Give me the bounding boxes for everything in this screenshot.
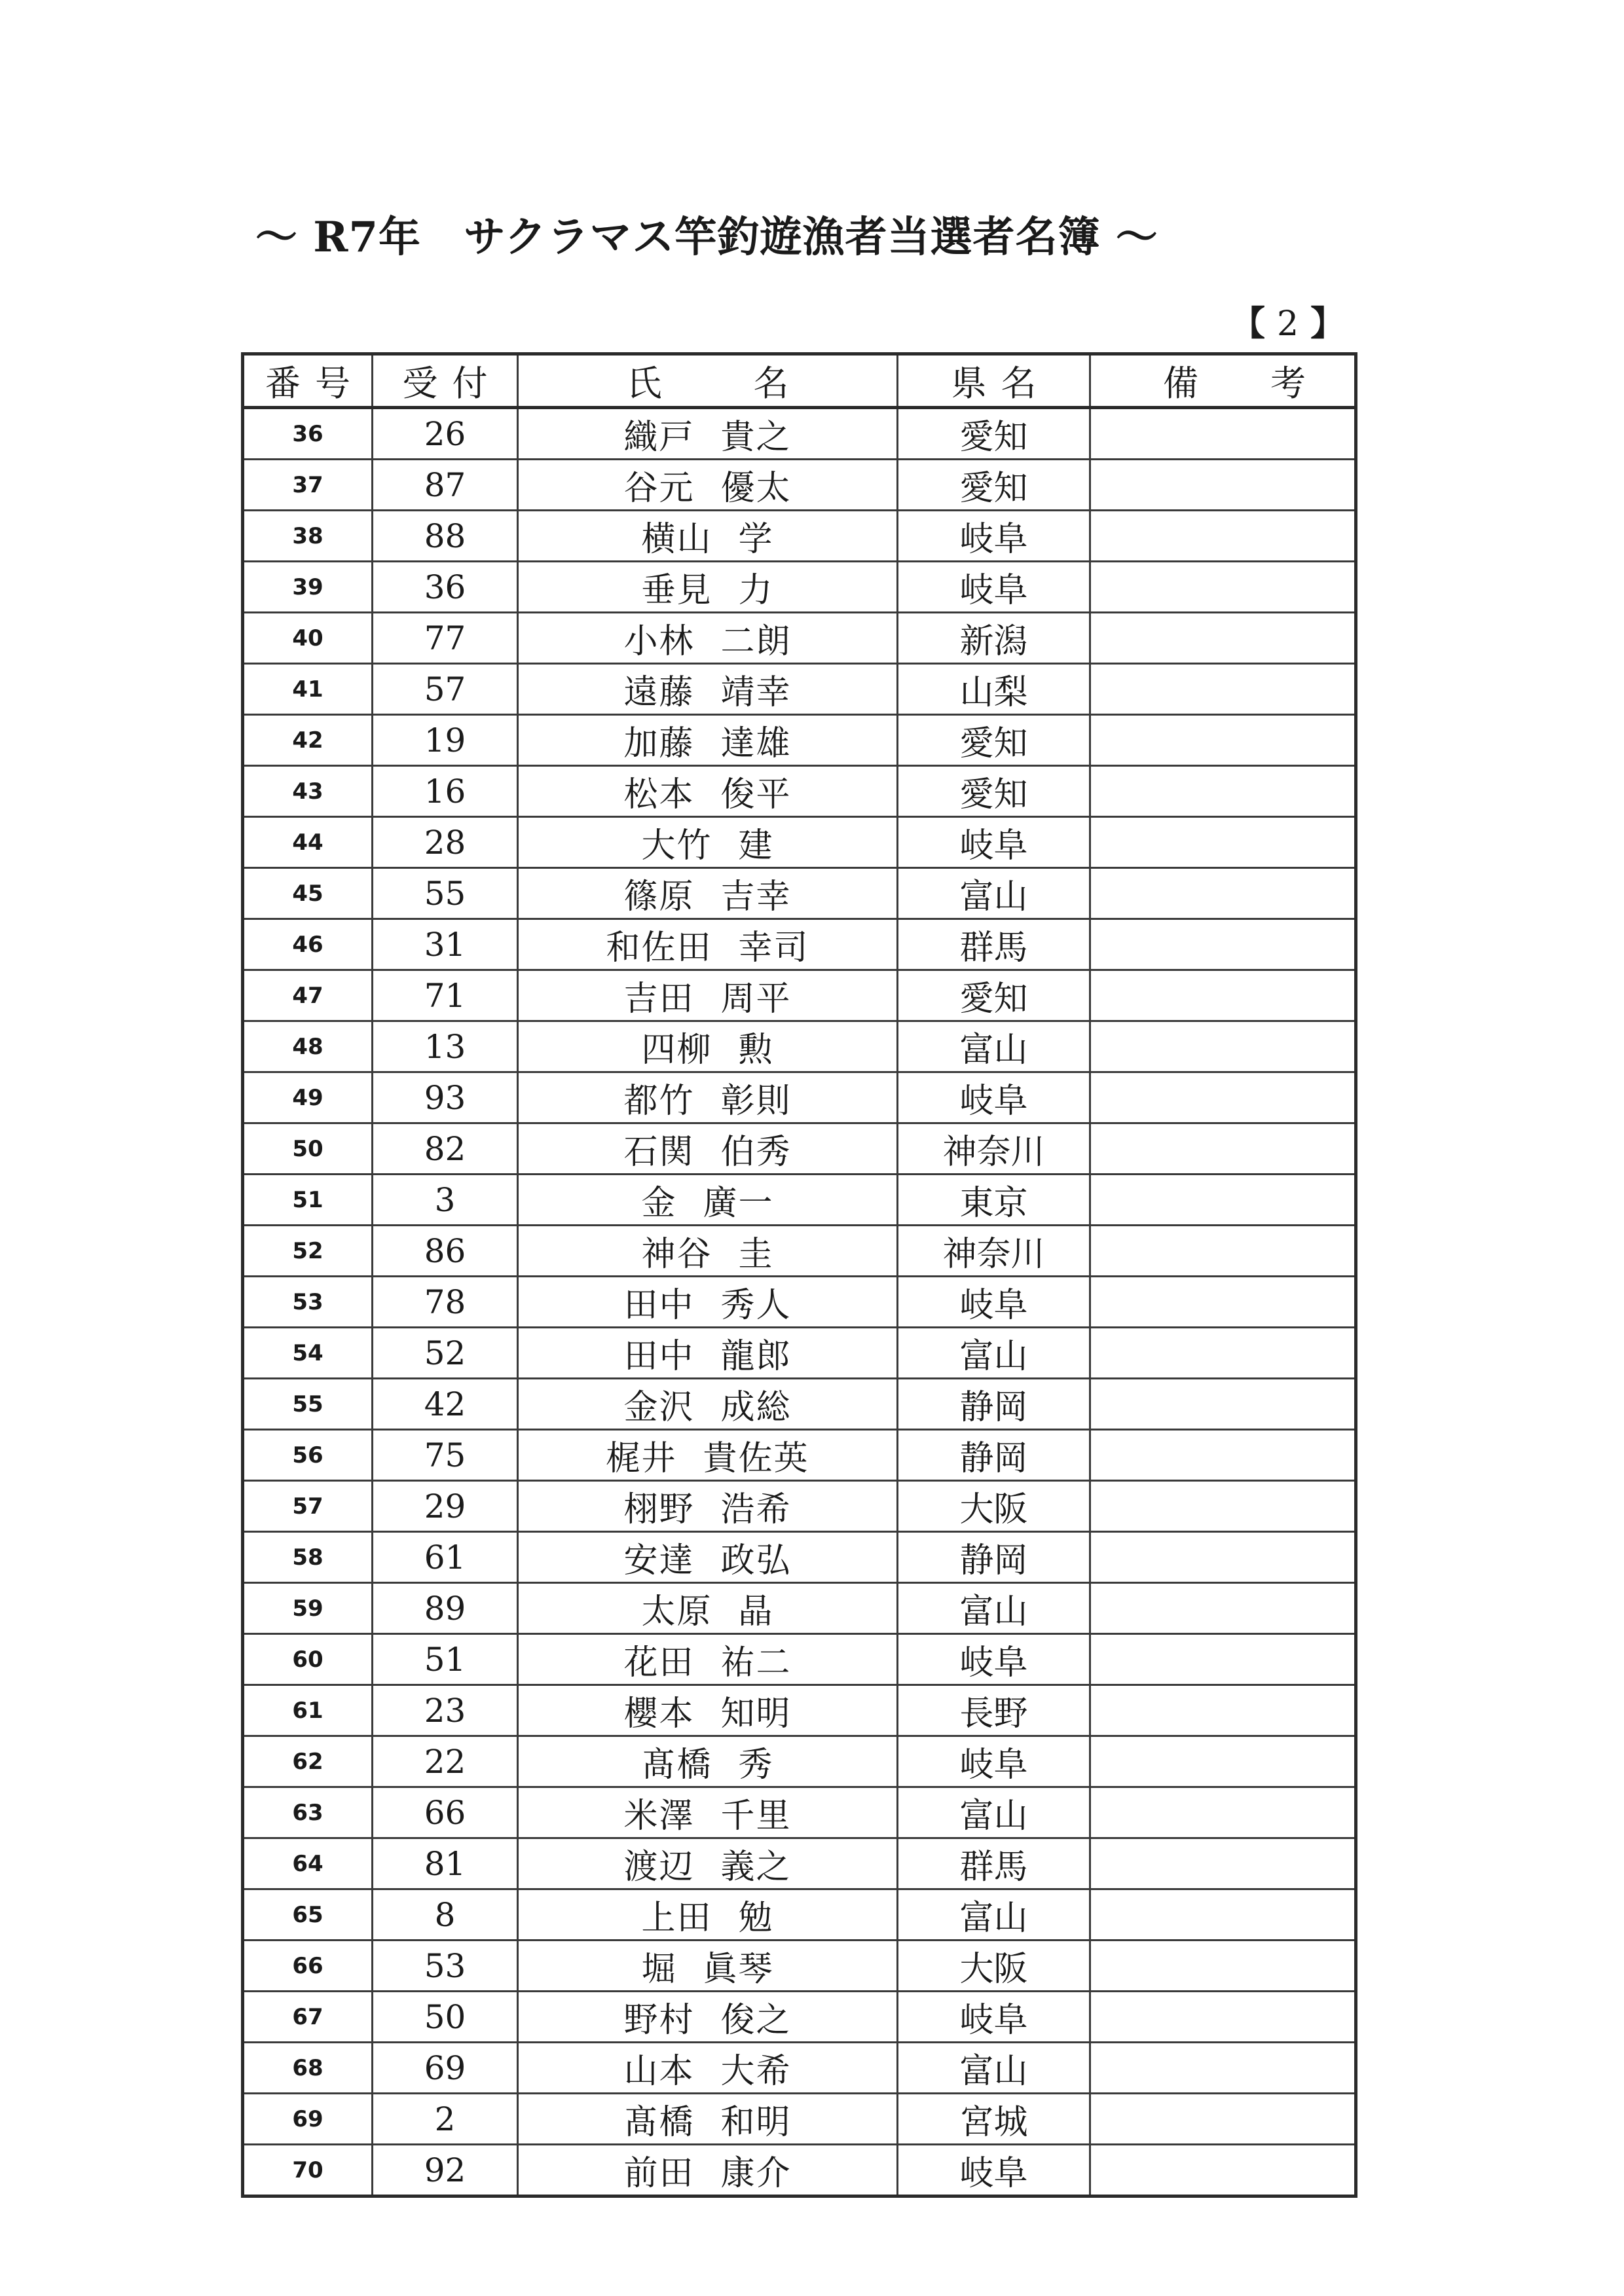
prefecture-cell: 愛知 — [898, 970, 1090, 1021]
family-name: 金 — [641, 1184, 677, 1223]
family-name: 山本 — [623, 2052, 695, 2091]
name-cell — [518, 2145, 898, 2196]
row-number-cell: 63 — [243, 1787, 373, 1838]
table-row — [243, 460, 1356, 511]
prefecture-cell: 富山 — [898, 1021, 1090, 1072]
remarks-cell — [1090, 562, 1356, 613]
row-number-cell: 57 — [243, 1481, 373, 1532]
name-cell — [518, 1941, 898, 1992]
given-name: 秀人 — [720, 1286, 792, 1325]
remarks-cell — [1090, 1481, 1356, 1532]
name-cell — [518, 1277, 898, 1328]
receipt-number-cell: 75 — [373, 1430, 518, 1481]
row-number-cell: 54 — [243, 1328, 373, 1379]
receipt-number-cell: 3 — [373, 1175, 518, 1226]
row-number-cell: 36 — [243, 408, 373, 460]
family-name: 小林 — [623, 622, 695, 661]
prefecture-cell: 岐阜 — [898, 1634, 1090, 1685]
row-number-cell: 58 — [243, 1532, 373, 1583]
prefecture-cell: 岐阜 — [898, 562, 1090, 613]
receipt-number-cell: 69 — [373, 2043, 518, 2094]
remarks-cell — [1090, 2145, 1356, 2196]
table-row — [243, 511, 1356, 562]
table-row — [243, 613, 1356, 664]
remarks-cell — [1090, 1379, 1356, 1430]
receipt-number-cell: 82 — [373, 1123, 518, 1175]
name-cell — [518, 562, 898, 613]
receipt-number-cell: 50 — [373, 1992, 518, 2043]
prefecture-cell: 静岡 — [898, 1430, 1090, 1481]
receipt-number-cell: 19 — [373, 715, 518, 766]
receipt-number-cell: 29 — [373, 1481, 518, 1532]
prefecture-cell: 大阪 — [898, 1941, 1090, 1992]
receipt-number-cell: 88 — [373, 511, 518, 562]
table-row — [243, 1532, 1356, 1583]
prefecture-cell: 富山 — [898, 1328, 1090, 1379]
header-prefecture: 県名 — [898, 354, 1090, 408]
prefecture-cell: 富山 — [898, 1889, 1090, 1941]
table-row — [243, 919, 1356, 970]
given-name: 貴佐英 — [703, 1439, 809, 1478]
receipt-number-cell: 22 — [373, 1736, 518, 1787]
row-number-cell: 70 — [243, 2145, 373, 2196]
prefecture-cell: 静岡 — [898, 1532, 1090, 1583]
remarks-cell — [1090, 1277, 1356, 1328]
name-cell — [518, 868, 898, 919]
receipt-number-cell: 31 — [373, 919, 518, 970]
receipt-number-cell: 89 — [373, 1583, 518, 1634]
given-name: 祐二 — [720, 1643, 792, 1683]
name-cell — [518, 1787, 898, 1838]
given-name: 義之 — [720, 1848, 792, 1887]
name-cell — [518, 970, 898, 1021]
family-name: 金沢 — [623, 1388, 695, 1427]
row-number-cell: 41 — [243, 664, 373, 715]
prefecture-cell: 岐阜 — [898, 511, 1090, 562]
prefecture-cell: 新潟 — [898, 613, 1090, 664]
remarks-cell — [1090, 1941, 1356, 1992]
receipt-number-cell: 61 — [373, 1532, 518, 1583]
row-number-cell: 39 — [243, 562, 373, 613]
name-cell — [518, 511, 898, 562]
family-name: 松本 — [623, 775, 695, 814]
family-name: 加藤 — [623, 724, 695, 763]
remarks-cell — [1090, 1787, 1356, 1838]
family-name: 織戸 — [623, 418, 695, 457]
family-name: 櫻本 — [623, 1694, 695, 1734]
table-row — [243, 1072, 1356, 1123]
given-name: 康介 — [720, 2154, 792, 2193]
prefecture-cell: 愛知 — [898, 460, 1090, 511]
table-row — [243, 1992, 1356, 2043]
prefecture-cell: 富山 — [898, 1583, 1090, 1634]
given-name: 勲 — [738, 1030, 774, 1070]
remarks-cell — [1090, 1838, 1356, 1889]
family-name: 髙橋 — [623, 2103, 695, 2142]
receipt-number-cell: 57 — [373, 664, 518, 715]
family-name: 野村 — [623, 2001, 695, 2040]
given-name: 俊平 — [720, 775, 792, 814]
receipt-number-cell: 2 — [373, 2094, 518, 2145]
row-number-cell: 56 — [243, 1430, 373, 1481]
table-row — [243, 1634, 1356, 1685]
given-name: 晶 — [738, 1592, 774, 1631]
family-name: 渡辺 — [623, 1848, 695, 1887]
remarks-cell — [1090, 1992, 1356, 2043]
name-cell — [518, 1736, 898, 1787]
family-name: 米澤 — [623, 1796, 695, 1836]
remarks-cell — [1090, 970, 1356, 1021]
row-number-cell: 42 — [243, 715, 373, 766]
remarks-cell — [1090, 1021, 1356, 1072]
family-name: 梶井 — [606, 1439, 677, 1478]
given-name: 龍郎 — [720, 1337, 792, 1376]
given-name: 廣一 — [703, 1184, 774, 1223]
prefecture-cell: 愛知 — [898, 715, 1090, 766]
remarks-cell — [1090, 1123, 1356, 1175]
receipt-number-cell: 8 — [373, 1889, 518, 1941]
row-number-cell: 65 — [243, 1889, 373, 1941]
page-number-marker — [1231, 301, 1349, 347]
table-row — [243, 1328, 1356, 1379]
prefecture-cell: 富山 — [898, 868, 1090, 919]
table-row — [243, 2094, 1356, 2145]
given-name: 学 — [738, 520, 774, 559]
header-number: 番号 — [243, 354, 373, 408]
row-number-cell: 43 — [243, 766, 373, 817]
row-number-cell: 46 — [243, 919, 373, 970]
remarks-cell — [1090, 1328, 1356, 1379]
prefecture-cell: 岐阜 — [898, 817, 1090, 868]
family-name: 篠原 — [623, 877, 695, 917]
table-row — [243, 766, 1356, 817]
receipt-number-cell: 78 — [373, 1277, 518, 1328]
given-name: 彰則 — [720, 1082, 792, 1121]
prefecture-cell: 岐阜 — [898, 1992, 1090, 2043]
receipt-number-cell: 52 — [373, 1328, 518, 1379]
receipt-number-cell: 66 — [373, 1787, 518, 1838]
name-cell — [518, 919, 898, 970]
row-number-cell: 55 — [243, 1379, 373, 1430]
prefecture-cell: 群馬 — [898, 919, 1090, 970]
table-row — [243, 1838, 1356, 1889]
header-receipt: 受付 — [373, 354, 518, 408]
name-cell — [518, 1992, 898, 2043]
prefecture-cell: 富山 — [898, 2043, 1090, 2094]
row-number-cell: 62 — [243, 1736, 373, 1787]
page-number: 2 — [1277, 304, 1299, 344]
prefecture-cell: 神奈川 — [898, 1123, 1090, 1175]
family-name: 田中 — [623, 1337, 695, 1376]
table-row — [243, 1889, 1356, 1941]
row-number-cell: 67 — [243, 1992, 373, 2043]
family-name: 安達 — [623, 1541, 695, 1580]
given-name: 伯秀 — [720, 1133, 792, 1172]
table-row — [243, 1583, 1356, 1634]
name-cell — [518, 1430, 898, 1481]
given-name: 達雄 — [720, 724, 792, 763]
receipt-number-cell: 23 — [373, 1685, 518, 1736]
receipt-number-cell: 86 — [373, 1226, 518, 1277]
given-name: 大希 — [720, 2052, 792, 2091]
name-cell — [518, 1532, 898, 1583]
prefecture-cell: 岐阜 — [898, 1277, 1090, 1328]
name-cell — [518, 1685, 898, 1736]
table-row — [243, 2145, 1356, 2196]
row-number-cell: 52 — [243, 1226, 373, 1277]
given-name: 政弘 — [720, 1541, 792, 1580]
receipt-number-cell: 51 — [373, 1634, 518, 1685]
header-name: 氏名 — [518, 354, 898, 408]
name-cell — [518, 460, 898, 511]
page-marker-close-bracket: 】 — [1310, 304, 1345, 344]
given-name: 浩希 — [720, 1490, 792, 1529]
row-number-cell: 64 — [243, 1838, 373, 1889]
prefecture-cell: 大阪 — [898, 1481, 1090, 1532]
prefecture-cell: 群馬 — [898, 1838, 1090, 1889]
given-name: 勉 — [738, 1899, 774, 1938]
name-cell — [518, 1889, 898, 1941]
family-name: 堀 — [641, 1950, 677, 1989]
remarks-cell — [1090, 2043, 1356, 2094]
remarks-cell — [1090, 1430, 1356, 1481]
family-name: 遠藤 — [623, 673, 695, 712]
row-number-cell: 50 — [243, 1123, 373, 1175]
name-cell — [518, 1123, 898, 1175]
row-number-cell: 68 — [243, 2043, 373, 2094]
prefecture-cell: 岐阜 — [898, 1072, 1090, 1123]
row-number-cell: 59 — [243, 1583, 373, 1634]
table-row — [243, 664, 1356, 715]
prefecture-cell: 東京 — [898, 1175, 1090, 1226]
family-name: 田中 — [623, 1286, 695, 1325]
name-cell — [518, 1021, 898, 1072]
remarks-cell — [1090, 408, 1356, 460]
receipt-number-cell: 87 — [373, 460, 518, 511]
remarks-cell — [1090, 868, 1356, 919]
name-cell — [518, 1838, 898, 1889]
family-name: 和佐田 — [606, 928, 712, 968]
table-row — [243, 1685, 1356, 1736]
name-cell — [518, 1226, 898, 1277]
name-cell — [518, 1583, 898, 1634]
remarks-cell — [1090, 1736, 1356, 1787]
prefecture-cell: 岐阜 — [898, 2145, 1090, 2196]
family-name: 上田 — [641, 1899, 712, 1938]
winners-roster-table — [241, 352, 1378, 2198]
given-name: 眞琴 — [703, 1950, 774, 1989]
prefecture-cell: 愛知 — [898, 408, 1090, 460]
receipt-number-cell: 16 — [373, 766, 518, 817]
table-header-row — [243, 354, 1356, 408]
family-name: 石関 — [623, 1133, 695, 1172]
table-row — [243, 1736, 1356, 1787]
table-row — [243, 408, 1356, 460]
remarks-cell — [1090, 1583, 1356, 1634]
given-name: 和明 — [720, 2103, 792, 2142]
name-cell — [518, 1634, 898, 1685]
row-number-cell: 45 — [243, 868, 373, 919]
table-row — [243, 868, 1356, 919]
given-name: 知明 — [720, 1694, 792, 1734]
remarks-cell — [1090, 715, 1356, 766]
receipt-number-cell: 93 — [373, 1072, 518, 1123]
header-remarks: 備考 — [1090, 354, 1356, 408]
receipt-number-cell: 53 — [373, 1941, 518, 1992]
receipt-number-cell: 81 — [373, 1838, 518, 1889]
table-row — [243, 1277, 1356, 1328]
family-name: 髙橋 — [641, 1745, 712, 1785]
table-row — [243, 1123, 1356, 1175]
given-name: 貴之 — [720, 418, 792, 457]
family-name: 谷元 — [623, 469, 695, 508]
name-cell — [518, 1481, 898, 1532]
receipt-number-cell: 28 — [373, 817, 518, 868]
page-marker-open-bracket: 【 — [1231, 304, 1266, 344]
name-cell — [518, 664, 898, 715]
name-cell — [518, 715, 898, 766]
table-row — [243, 1941, 1356, 1992]
remarks-cell — [1090, 919, 1356, 970]
family-name: 四柳 — [641, 1030, 712, 1070]
receipt-number-cell: 92 — [373, 2145, 518, 2196]
row-number-cell: 69 — [243, 2094, 373, 2145]
remarks-cell — [1090, 1532, 1356, 1583]
family-name: 横山 — [641, 520, 712, 559]
table-row — [243, 1021, 1356, 1072]
given-name: 圭 — [738, 1235, 774, 1274]
row-number-cell: 49 — [243, 1072, 373, 1123]
row-number-cell: 53 — [243, 1277, 373, 1328]
remarks-cell — [1090, 1685, 1356, 1736]
table-row — [243, 1379, 1356, 1430]
receipt-number-cell: 42 — [373, 1379, 518, 1430]
row-number-cell: 61 — [243, 1685, 373, 1736]
row-number-cell: 44 — [243, 817, 373, 868]
remarks-cell — [1090, 766, 1356, 817]
given-name: 秀 — [738, 1745, 774, 1785]
receipt-number-cell: 26 — [373, 408, 518, 460]
receipt-number-cell: 77 — [373, 613, 518, 664]
remarks-cell — [1090, 1175, 1356, 1226]
receipt-number-cell: 36 — [373, 562, 518, 613]
family-name: 前田 — [623, 2154, 695, 2193]
prefecture-cell: 山梨 — [898, 664, 1090, 715]
table-row — [243, 715, 1356, 766]
given-name: 優太 — [720, 469, 792, 508]
name-cell — [518, 2094, 898, 2145]
name-cell — [518, 613, 898, 664]
prefecture-cell: 富山 — [898, 1787, 1090, 1838]
remarks-cell — [1090, 1634, 1356, 1685]
row-number-cell: 48 — [243, 1021, 373, 1072]
prefecture-cell: 長野 — [898, 1685, 1090, 1736]
remarks-cell — [1090, 460, 1356, 511]
table-row — [243, 1430, 1356, 1481]
remarks-cell — [1090, 664, 1356, 715]
remarks-cell — [1090, 511, 1356, 562]
remarks-cell — [1090, 817, 1356, 868]
name-cell — [518, 817, 898, 868]
family-name: 栩野 — [623, 1490, 695, 1529]
table-row — [243, 2043, 1356, 2094]
name-cell — [518, 408, 898, 460]
table-row — [243, 1787, 1356, 1838]
name-cell — [518, 2043, 898, 2094]
given-name: 千里 — [720, 1796, 792, 1836]
table-row — [243, 817, 1356, 868]
prefecture-cell: 岐阜 — [898, 1736, 1090, 1787]
table-row — [243, 970, 1356, 1021]
given-name: 吉幸 — [720, 877, 792, 917]
row-number-cell: 47 — [243, 970, 373, 1021]
given-name: 俊之 — [720, 2001, 792, 2040]
remarks-cell — [1090, 613, 1356, 664]
family-name: 垂見 — [641, 571, 712, 610]
family-name: 都竹 — [623, 1082, 695, 1121]
remarks-cell — [1090, 1226, 1356, 1277]
receipt-number-cell: 55 — [373, 868, 518, 919]
table-row — [243, 1175, 1356, 1226]
family-name: 大竹 — [641, 826, 712, 866]
given-name: 建 — [738, 826, 774, 866]
prefecture-cell: 愛知 — [898, 766, 1090, 817]
name-cell — [518, 1379, 898, 1430]
given-name: 二朗 — [720, 622, 792, 661]
remarks-cell — [1090, 1889, 1356, 1941]
remarks-cell — [1090, 1072, 1356, 1123]
given-name: 力 — [738, 571, 774, 610]
family-name: 花田 — [623, 1643, 695, 1683]
given-name: 周平 — [720, 979, 792, 1019]
prefecture-cell: 宮城 — [898, 2094, 1090, 2145]
row-number-cell: 40 — [243, 613, 373, 664]
page-title: ～ R7年 サクラマス竿釣遊漁者当選者名簿 ～ — [255, 213, 1158, 262]
remarks-cell — [1090, 2094, 1356, 2145]
table-row — [243, 1481, 1356, 1532]
row-number-cell: 37 — [243, 460, 373, 511]
table-row — [243, 562, 1356, 613]
table-body — [243, 408, 1356, 2196]
row-number-cell: 51 — [243, 1175, 373, 1226]
table-row — [243, 1226, 1356, 1277]
name-cell — [518, 766, 898, 817]
family-name: 神谷 — [641, 1235, 712, 1274]
prefecture-cell: 神奈川 — [898, 1226, 1090, 1277]
family-name: 吉田 — [623, 979, 695, 1019]
family-name: 太原 — [641, 1592, 712, 1631]
row-number-cell: 66 — [243, 1941, 373, 1992]
row-number-cell: 60 — [243, 1634, 373, 1685]
given-name: 幸司 — [738, 928, 809, 968]
row-number-cell: 38 — [243, 511, 373, 562]
name-cell — [518, 1328, 898, 1379]
name-cell — [518, 1175, 898, 1226]
name-cell — [518, 1072, 898, 1123]
receipt-number-cell: 71 — [373, 970, 518, 1021]
prefecture-cell: 静岡 — [898, 1379, 1090, 1430]
receipt-number-cell: 13 — [373, 1021, 518, 1072]
given-name: 成総 — [720, 1388, 792, 1427]
given-name: 靖幸 — [720, 673, 792, 712]
